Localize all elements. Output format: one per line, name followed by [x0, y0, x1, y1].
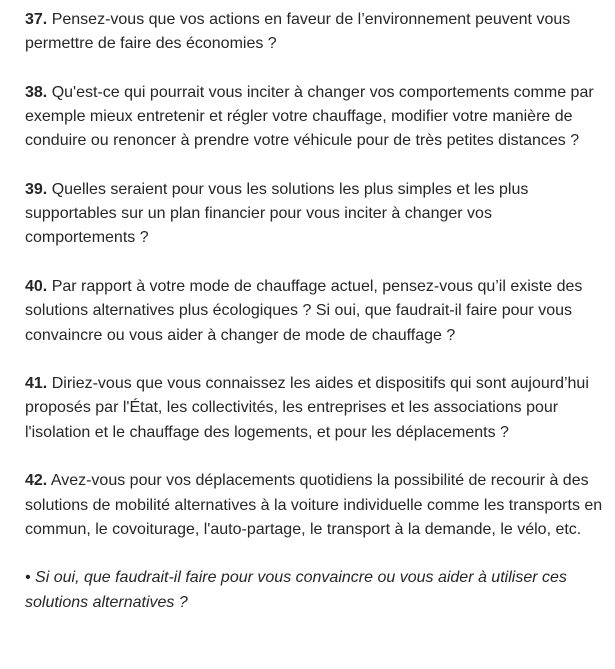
question-41 [25, 372, 605, 445]
question-number: 38. [25, 83, 48, 101]
question-39 [25, 178, 605, 251]
question-number: 39. [25, 181, 48, 199]
question-42 [25, 469, 605, 542]
question-number: 37. [25, 11, 48, 28]
questionnaire [25, 8, 605, 615]
question-text: Quelles seraient pour vous les solutions les plus simples et les plus supportables sur un plan financier pour vous inciter à changer vos comportements ? [25, 181, 529, 247]
question-37 [25, 8, 605, 56]
question-text: Diriez-vous que vous connaissez les aides et dispositifs qui sont aujourd’hui proposés par l'État, les collectivités, les entreprises et les associations pour l'isolation et le chauffage des logements, et pour les déplacements ? [25, 375, 589, 441]
question-number: 41. [25, 375, 48, 393]
question-text: Pensez-vous que vos actions en faveur de l’environnement peuvent vous permettre de faire des économies ? [25, 11, 571, 53]
question-38 [25, 81, 605, 154]
question-text: Qu'est-ce qui pourrait vous inciter à changer vos comportements comme par exemple mieux entretenir et régler votre chauffage, modifier votre manière de conduire ou renoncer à prendre votre véhicule pour de très petites distances ? [25, 83, 594, 150]
question-text: Avez-vous pour vos déplacements quotidiens la possibilité de recourir à des solutions de mobilité alternatives à la voiture individuelle comme les transports en commun, le covoiturage, l'auto-partage, le transport à la demande, le vélo, etc. [25, 472, 603, 538]
question-40 [25, 275, 605, 348]
question-number: 40. [25, 278, 48, 296]
question-text: Par rapport à votre mode de chauffage actuel, pensez-vous qu’il existe des solutions alternatives plus écologiques ? Si oui, que faudrait-il faire pour vous convaincre ou vous aider à changer de mode de chauffage ? [25, 278, 583, 344]
followup-note: • Si oui, que faudrait-il faire pour vous convaincre ou vous aider à utiliser ces solutions alternatives ? [25, 569, 567, 611]
question-number: 42. [25, 472, 48, 490]
